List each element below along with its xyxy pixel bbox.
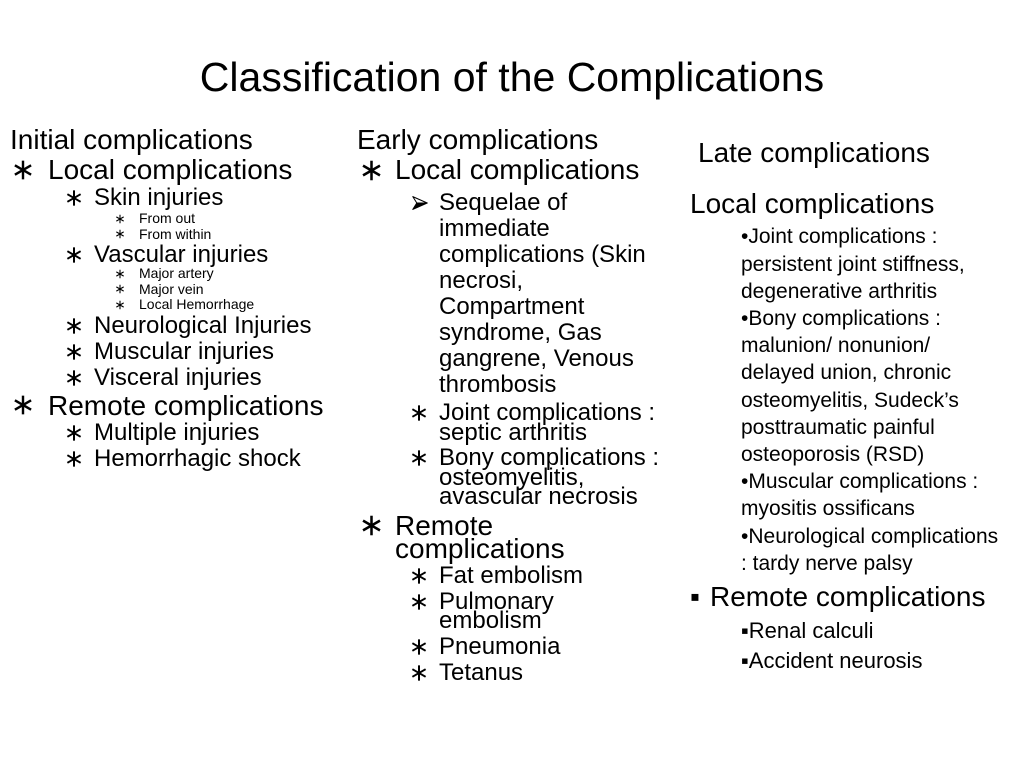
early-local-complications [357, 155, 677, 185]
asterisk-icon [410, 638, 428, 656]
late-local-list [690, 223, 999, 577]
asterisk-icon [410, 404, 428, 422]
list-item: ▪Renal calculi [741, 618, 874, 644]
list-item [357, 190, 670, 398]
asterisk-icon [65, 343, 83, 361]
early-complications-heading: Early complications [357, 124, 599, 155]
sub-list-item [10, 297, 350, 313]
sub-list-item-label: Local Hemorrhage [139, 296, 255, 312]
list-item-label: Local complications [48, 154, 293, 185]
list-item [10, 185, 350, 211]
initial-local-complications [10, 155, 350, 185]
initial-complications-heading: Initial complications [10, 124, 253, 155]
list-item-label: Neurological Injuries [94, 311, 312, 339]
list-item-label: Sequelae of immediate complications (Skin necrosi, Compartment syndrome, Gas gangrene, Venous thrombosis [439, 189, 646, 398]
list-item-label: Pulmonary embolism [439, 587, 554, 634]
sub-list-item-label: Major artery [139, 265, 214, 281]
list-item [357, 660, 670, 686]
list-item-label: Pneumonia [439, 632, 561, 660]
list-item-label: Muscular injuries [94, 337, 275, 365]
list-item: •Bony complications : malunion/ nonunion/ delayed union, chronic osteomyelitis, Sudeck’s posttraumatic painful osteoporosis (RSD) [741, 307, 959, 467]
list-item-label: Tetanus [439, 658, 524, 686]
early-complications-column [357, 125, 677, 686]
asterisk-icon [65, 189, 83, 207]
list-item-label: Vascular injuries [94, 241, 269, 268]
list-item [357, 444, 670, 510]
list-item-label: Remote complications [48, 389, 324, 421]
asterisk-icon [115, 214, 125, 224]
list-item [10, 420, 350, 446]
list-item-label: Fat embolism [439, 561, 584, 589]
asterisk-icon [410, 567, 428, 585]
list-item-label: Skin injuries [94, 184, 224, 211]
asterisk-icon [410, 664, 428, 682]
asterisk-icon [65, 369, 83, 387]
asterisk-icon [65, 317, 83, 335]
asterisk-icon [65, 424, 83, 442]
sub-list-item [10, 227, 350, 243]
sub-list-item-label: Major vein [139, 280, 204, 297]
sub-list-item [10, 266, 350, 282]
list-item-label: Local complications [395, 154, 640, 185]
list-item-label: Multiple injuries [94, 418, 260, 446]
list-item: •Neurological complications : tardy nerve palsy [741, 524, 999, 575]
early-remote-complications [357, 509, 625, 564]
sub-list-item [10, 211, 350, 227]
list-item [10, 339, 350, 365]
list-item-label: Remote complications [710, 581, 986, 613]
list-item [357, 634, 670, 660]
asterisk-icon [65, 246, 83, 264]
list-item-label: Joint complications : septic arthritis [439, 399, 656, 446]
asterisk-icon [115, 269, 125, 279]
asterisk-icon [65, 450, 83, 468]
list-item [10, 365, 350, 391]
slide-title: Classification of the Complications [199, 54, 825, 100]
initial-remote-complications [10, 391, 350, 420]
list-item-label: Remote complications [395, 509, 565, 564]
late-complications-column [690, 138, 1020, 676]
list-item [10, 446, 350, 472]
asterisk-icon [12, 159, 34, 181]
list-item: ▪Accident neurosis [741, 648, 923, 674]
list-item-label: Hemorrhagic shock [94, 444, 301, 472]
asterisk-icon [115, 229, 125, 239]
asterisk-icon [115, 284, 125, 294]
sub-list-item-label: From within [139, 225, 212, 242]
asterisk-icon [410, 593, 428, 611]
list-item [357, 587, 639, 634]
asterisk-icon [115, 300, 125, 310]
list-item: •Joint complications : persistent joint stiffness, degenerative arthritis [741, 225, 965, 303]
list-item: •Muscular complications : myositis ossificans [741, 470, 979, 521]
late-remote-complications [690, 582, 1020, 612]
late-complications-heading: Late complications [698, 137, 930, 168]
late-local-complications: Local complications [690, 188, 935, 219]
list-item-label: Bony complications : osteomyelitis, avascular necrosis [439, 444, 660, 510]
asterisk-icon [360, 159, 383, 182]
arrow-bullet-icon [412, 195, 428, 211]
asterisk-icon [12, 394, 34, 416]
list-item [357, 563, 670, 589]
sub-list-item-label: From out [139, 210, 196, 226]
square-bullet-icon: ▪ [690, 581, 700, 613]
initial-complications-column [10, 125, 350, 472]
asterisk-icon [360, 514, 383, 537]
list-item [10, 313, 350, 339]
list-item [357, 399, 670, 446]
list-item-label: Visceral injuries [94, 363, 262, 391]
asterisk-icon [410, 449, 428, 467]
sub-list-item [10, 282, 350, 298]
